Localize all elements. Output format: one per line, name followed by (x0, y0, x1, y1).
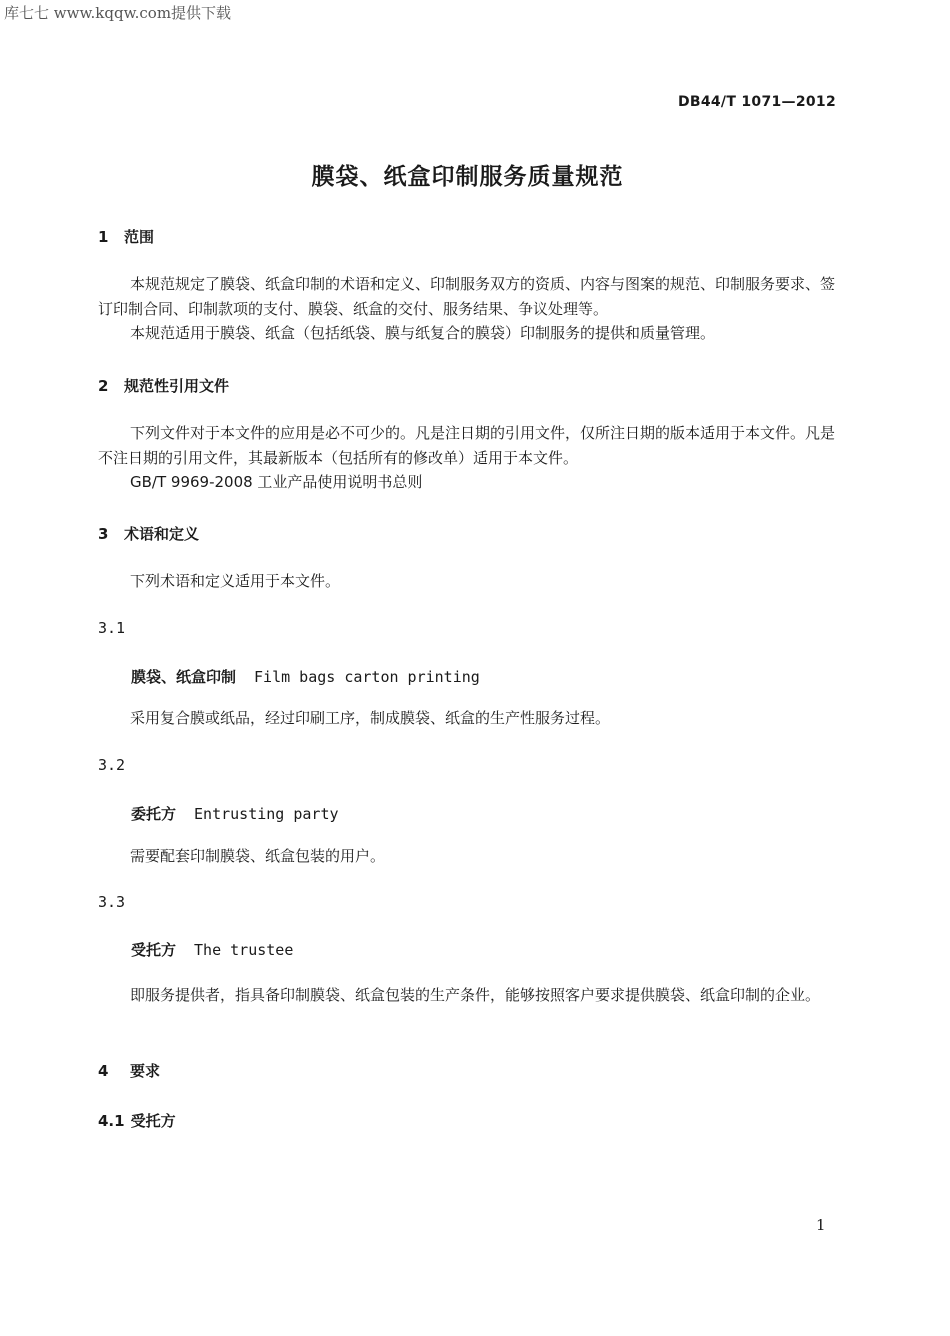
term-english: Entrusting party (194, 805, 339, 823)
term-number: 3.1 (98, 619, 126, 637)
term-definition: 需要配套印制膜袋、纸盒包装的用户。 (130, 847, 386, 865)
section-number: 1 (98, 228, 109, 246)
term-definition: 采用复合膜或纸品，经过印刷工序，制成膜袋、纸盒的生产性服务过程。 (130, 709, 611, 727)
section-number: 3 (98, 525, 109, 543)
term-title (131, 939, 293, 960)
section-1-paragraph-2: 本规范适用于膜袋、纸盒（包括纸袋、膜与纸复合的膜袋）印制服务的提供和质量管理。 (130, 324, 716, 342)
page-number: 1 (816, 1216, 826, 1234)
subsection-4-1-heading (98, 1110, 176, 1131)
section-number: 2 (98, 377, 109, 395)
term-chinese: 膜袋、纸盒印制 (131, 668, 237, 686)
term-title (131, 803, 339, 824)
section-2-paragraph-1: 下列文件对于本文件的应用是必不可少的。凡是注日期的引用文件，仅所注日期的版本适用于本文件。凡是不注日期的引用文件，其最新版本（包括所有的修改单）适用于本文件。 (98, 424, 836, 467)
section-3-intro: 下列术语和定义适用于本文件。 (130, 572, 341, 590)
section-title: 规范性引用文件 (124, 377, 230, 395)
term-chinese: 委托方 (131, 805, 177, 823)
document-code: DB44/T 1071—2012 (677, 94, 836, 110)
section-4-heading (98, 1060, 160, 1081)
section-title: 要求 (130, 1062, 161, 1080)
page-title: 膜袋、纸盒印制服务质量规范 (311, 164, 624, 190)
normative-reference: GB/T 9969-2008 工业产品使用说明书总则 (130, 473, 423, 491)
subsection-title: 受托方 (130, 1112, 176, 1130)
section-2-heading (98, 375, 229, 396)
section-1-heading (98, 226, 154, 247)
section-3-heading (98, 523, 199, 544)
section-number: 4 (98, 1062, 109, 1080)
subsection-number: 4.1 (98, 1112, 125, 1130)
term-number: 3.3 (98, 893, 126, 911)
term-title (131, 666, 480, 687)
section-title: 术语和定义 (124, 525, 200, 543)
section-title: 范围 (124, 228, 155, 246)
term-chinese: 受托方 (131, 941, 177, 959)
watermark-text: 库七七 www.kqqw.com提供下载 (4, 4, 232, 22)
term-english: Film bags carton printing (254, 668, 480, 686)
term-definition: 即服务提供者，指具备印制膜袋、纸盒包装的生产条件，能够按照客户要求提供膜袋、纸盒印制的企业。 (130, 986, 821, 1004)
term-english: The trustee (194, 941, 294, 959)
term-number: 3.2 (98, 756, 126, 774)
section-1-paragraph-1: 本规范规定了膜袋、纸盒印制的术语和定义、印制服务双方的资质、内容与图案的规范、印制服务要求、签订印制合同、印制款项的支付、膜袋、纸盒的交付、服务结果、争议处理等。 (98, 275, 836, 318)
